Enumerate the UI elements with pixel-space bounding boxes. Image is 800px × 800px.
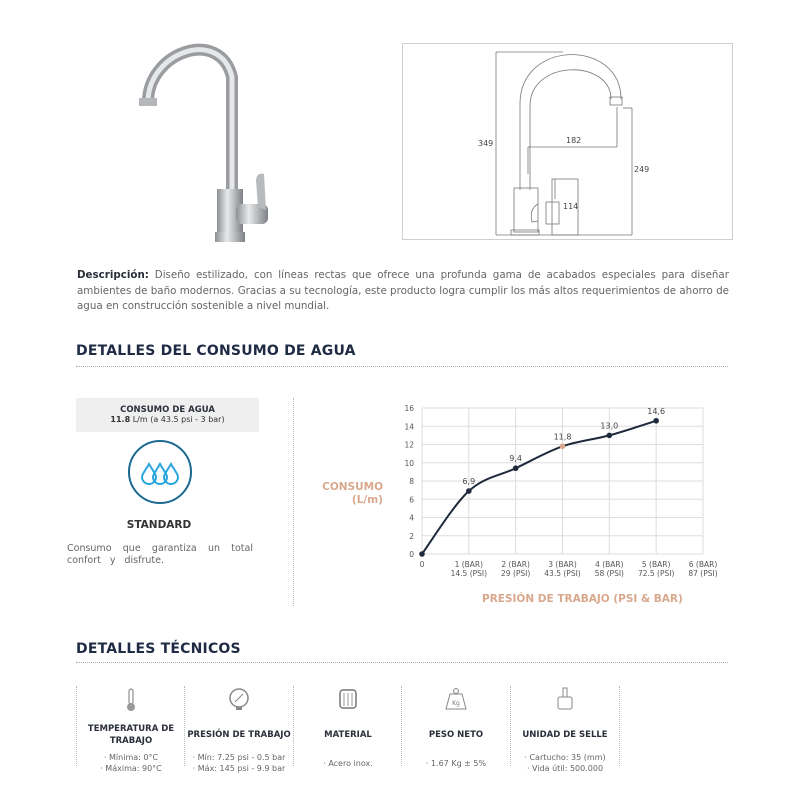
y-tick-label: 16 xyxy=(404,404,414,413)
series-line xyxy=(422,421,656,554)
x-tick-label-psi: 58 (PSI) xyxy=(594,569,624,578)
data-point xyxy=(653,418,659,424)
x-tick-label: 2 (BAR) xyxy=(501,560,530,569)
tech-spec-weight-kg xyxy=(402,686,510,769)
consumption-value: 11.8 xyxy=(110,415,131,424)
data-label: 11,8 xyxy=(553,432,572,442)
x-tick-label-psi: 72.5 (PSI) xyxy=(637,569,675,578)
dim-249: 249 xyxy=(634,165,650,174)
x-tick-label: 5 (BAR) xyxy=(641,560,671,569)
consumption-category-description: Consumo que garantiza un total confort y disfrute. xyxy=(67,543,253,566)
tech-spec-pressure-gauge xyxy=(185,686,293,774)
tech-spec-value: · Cartucho: 35 (mm) xyxy=(524,753,606,762)
description-text: Diseño estilizado, con líneas rectas que ofrece una profunda gama de acabados especiales para diseñar ambientes de baño modernos. Gracias a su tecnología, este producto logra cumplir los más altos requerimientos de ahorro de agua en construcción sostenible a nivel mundial. xyxy=(77,269,729,312)
data-label: 14,6 xyxy=(647,406,666,416)
tech-spec-value: · Máx: 145 psi - 9.9 bar xyxy=(192,764,286,773)
y-tick-label: 12 xyxy=(404,440,414,450)
y-axis-title-line2: (L/m) xyxy=(351,494,383,506)
data-label: 13,0 xyxy=(600,421,619,431)
consumption-category: STANDARD xyxy=(126,519,192,531)
dim-182: 182 xyxy=(566,136,582,145)
data-point xyxy=(607,433,613,439)
consumption-unit: L/m (a 43.5 psi - 3 bar) xyxy=(132,415,225,424)
cartridge-icon xyxy=(550,686,580,712)
x-tick-label: 4 (BAR) xyxy=(595,560,624,569)
tech-spec-title: TEMPERATURA DE TRABAJO xyxy=(87,724,175,746)
tech-spec-material xyxy=(294,686,402,769)
tech-spec-title: UNIDAD DE SELLE xyxy=(522,730,608,740)
y-tick-label: 14 xyxy=(404,422,414,432)
data-point xyxy=(466,488,472,494)
y-tick-label: 6 xyxy=(409,495,414,505)
x-tick-label: 1 (BAR) xyxy=(454,560,484,569)
description-label: Descripción: xyxy=(77,269,149,281)
tech-section-title: DETALLES TÉCNICOS xyxy=(76,641,241,657)
pressure-gauge-icon xyxy=(224,686,254,712)
tech-spec-value: · Acero inox. xyxy=(323,759,373,768)
y-axis-title-line1: CONSUMO xyxy=(322,481,383,493)
material-icon xyxy=(333,686,363,712)
data-label: 6,9 xyxy=(462,477,476,487)
tech-spec-value: · 1.67 Kg ± 5% xyxy=(425,759,487,768)
y-tick-label: 10 xyxy=(404,458,414,468)
data-point xyxy=(560,444,566,450)
tech-spec-value: · Máxima: 90°C xyxy=(100,764,162,773)
tech-spec-cartridge xyxy=(511,686,619,774)
data-label: 9,4 xyxy=(509,454,523,464)
dim-349: 349 xyxy=(478,139,494,148)
tech-spec-thermometer xyxy=(77,686,185,774)
dim-114: 114 xyxy=(563,202,579,211)
divider xyxy=(76,662,728,663)
y-tick-label: 8 xyxy=(409,477,414,486)
svg-text:Kg: Kg xyxy=(452,700,460,707)
thermometer-icon xyxy=(116,686,146,712)
tech-spec-title: MATERIAL xyxy=(324,730,372,740)
tech-spec-value: · Mín: 7.25 psi - 0.5 bar xyxy=(192,753,286,762)
x-tick-label: 3 (BAR) xyxy=(548,560,577,569)
x-tick-label-psi: 87 (PSI) xyxy=(688,569,718,578)
x-tick-label-psi: 29 (PSI) xyxy=(501,569,531,578)
weight-kg-icon xyxy=(441,686,471,712)
data-point xyxy=(419,551,425,557)
water-section-title: DETALLES DEL CONSUMO DE AGUA xyxy=(76,343,356,359)
y-tick-label: 0 xyxy=(409,550,414,559)
x-tick-label-psi: 14.5 (PSI) xyxy=(450,569,488,578)
tech-spec-title: PESO NETO xyxy=(428,730,484,740)
y-tick-label: 4 xyxy=(409,513,414,523)
tech-spec-value: · Mínima: 0°C xyxy=(103,753,159,762)
chart-x-axis-title: PRESIÓN DE TRABAJO (PSI & BAR) xyxy=(482,593,683,605)
tech-spec-title: PRESIÓN DE TRABAJO xyxy=(187,730,291,740)
tech-spec-value: · Vida útil: 500.000 xyxy=(526,764,604,773)
consumption-title: CONSUMO DE AGUA xyxy=(120,405,215,415)
x-tick-label-psi: 43.5 (PSI) xyxy=(544,569,581,578)
y-tick-label: 2 xyxy=(409,531,414,541)
data-point xyxy=(513,465,519,471)
column-divider xyxy=(619,686,620,766)
x-tick-label: 0 xyxy=(419,560,425,569)
x-tick-label: 6 (BAR) xyxy=(688,560,718,569)
